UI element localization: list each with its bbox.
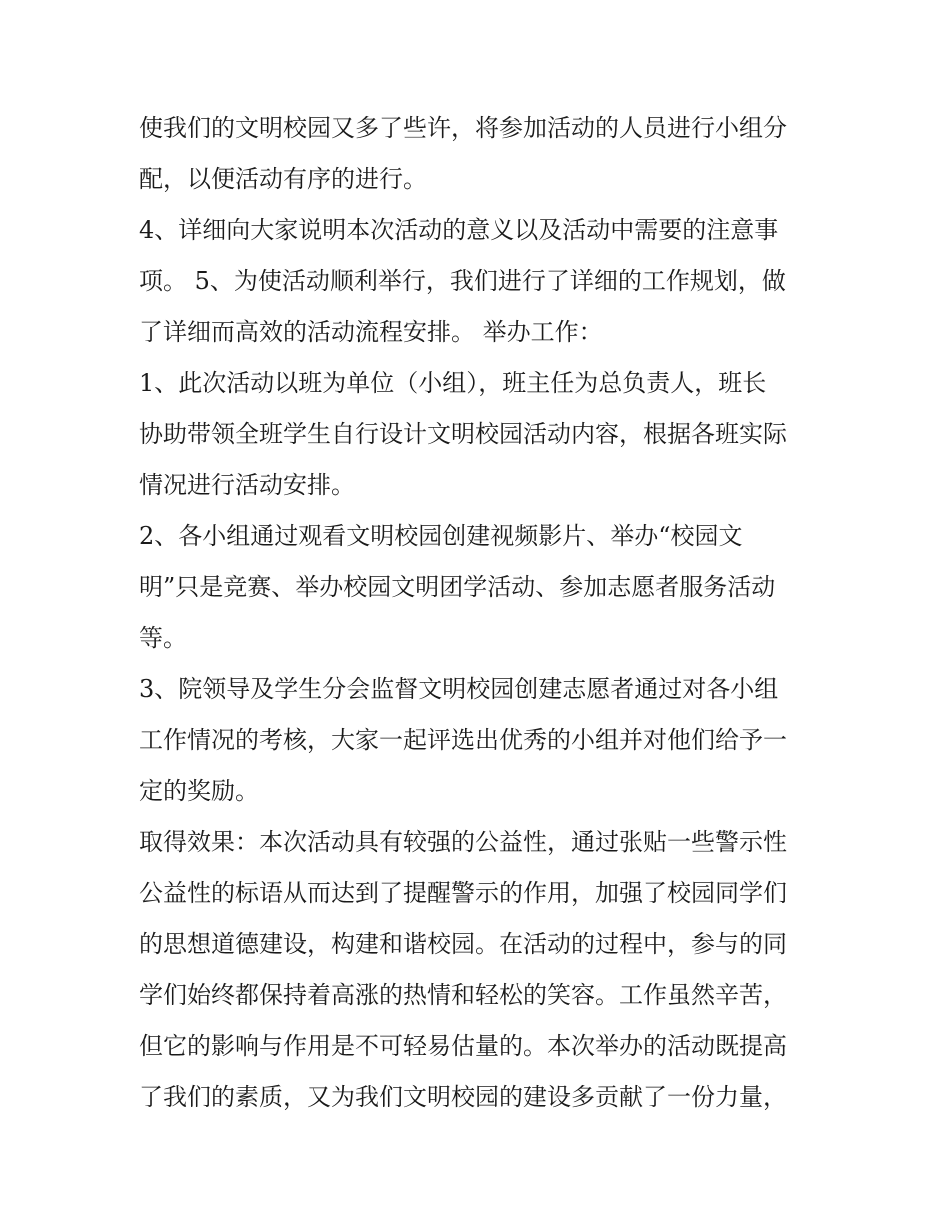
text-line: 2、各小组通过观看文明校园创建视频影片、举办“校园文 [139,522,743,550]
text-line: 了详细而高效的活动流程安排。 举办工作： [139,318,603,346]
text-line: 学们始终都保持着高涨的热情和轻松的笑容。工作虽然辛苦， [139,981,787,1009]
text-line: 但它的影响与作用是不可轻易估量的。本次举办的活动既提高 [139,1032,787,1060]
text-line: 1、此次活动以班为单位（小组），班主任为总负责人，班长 [139,369,767,397]
text-line: 3、院领导及学生分会监督文明校园创建志愿者通过对各小组 [139,675,779,703]
text-line: 4、详细向大家说明本次活动的意义以及活动中需要的注意事 [139,216,779,244]
body-text [139,103,819,1123]
text-line: 项。 5、为使活动顺利举行，我们进行了详细的工作规划，做 [139,267,786,295]
text-line: 的思想道德建设，构建和谐校园。在活动的过程中，参与的同 [139,930,787,958]
text-line: 定的奖励。 [139,777,259,805]
text-line: 协助带领全班学生自行设计文明校园活动内容，根据各班实际 [139,420,787,448]
text-line: 了我们的素质，又为我们文明校园的建设多贡献了一份力量， [139,1083,787,1111]
text-line: 工作情况的考核，大家一起评选出优秀的小组并对他们给予一 [139,726,787,754]
text-line: 使我们的文明校园又多了些许，将参加活动的人员进行小组分 [139,114,787,142]
text-line: 公益性的标语从而达到了提醒警示的作用，加强了校园同学们 [139,879,787,907]
text-line: 配，以便活动有序的进行。 [139,165,427,193]
text-line: 等。 [139,624,187,652]
text-line: 情况进行活动安排。 [139,471,355,499]
text-line: 明”只是竞赛、举办校园文明团学活动、参加志愿者服务活动 [139,573,776,601]
text-line: 取得效果：本次活动具有较强的公益性，通过张贴一些警示性 [139,828,787,856]
